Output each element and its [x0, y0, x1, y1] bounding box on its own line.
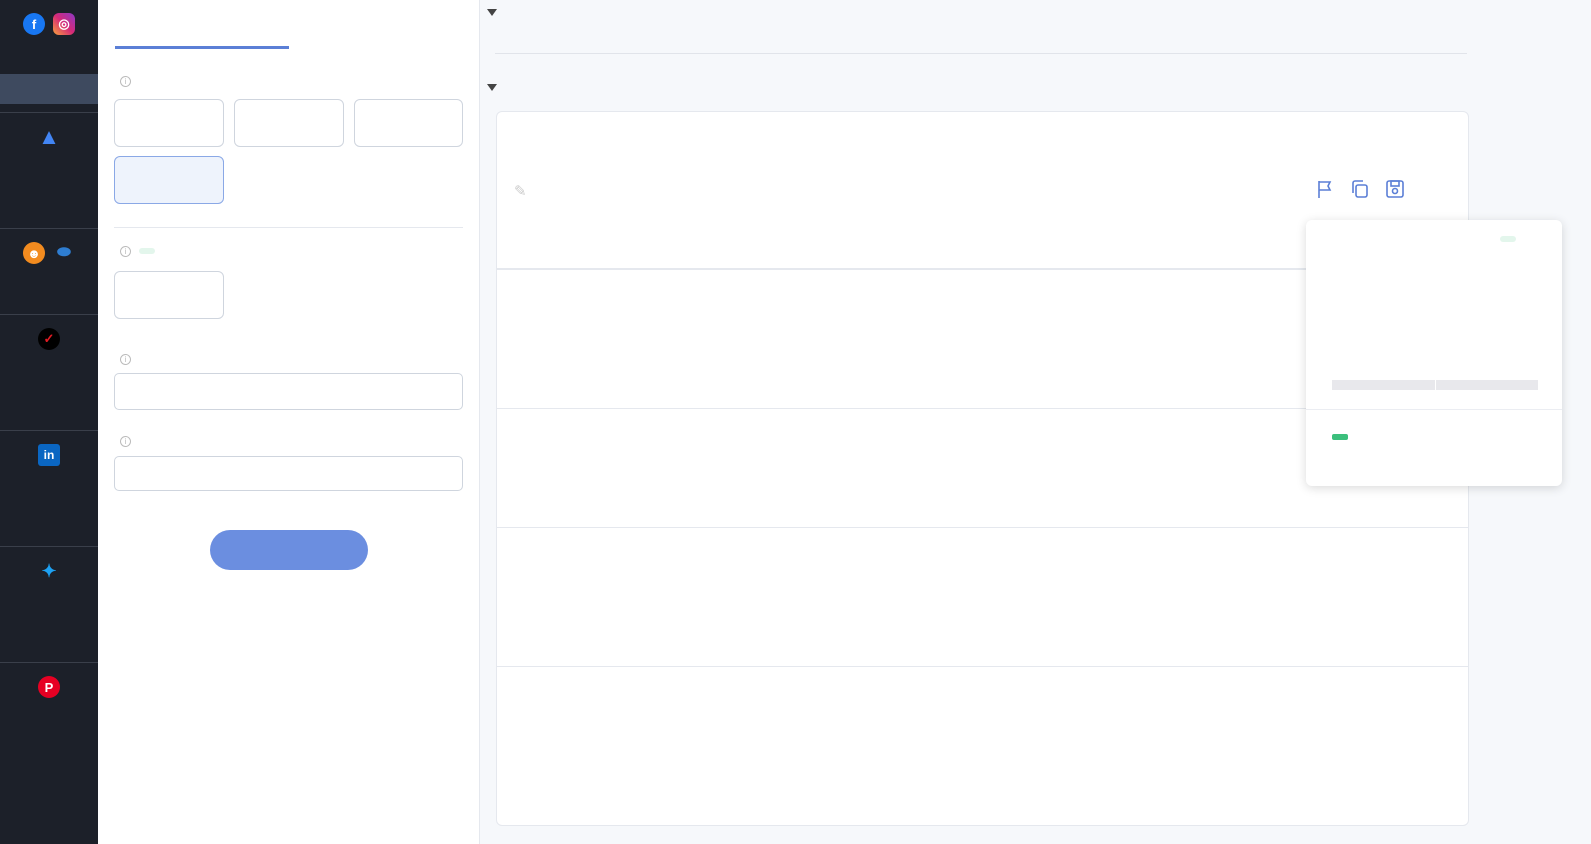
pro-badge: [1500, 236, 1516, 242]
safe-badge: [1332, 434, 1348, 440]
sidebar-item-reddit-headline[interactable]: [0, 273, 98, 303]
generate-more-button[interactable]: [210, 530, 368, 570]
pencil-icon[interactable]: ✎: [514, 183, 527, 200]
google-ads-icon: ▲: [38, 124, 60, 149]
sidebar-item-facebook-primary-text[interactable]: [0, 74, 98, 104]
score-badge[interactable]: [1419, 583, 1449, 613]
keywords-input[interactable]: [114, 373, 463, 410]
reddit-icon: ☻: [23, 242, 45, 264]
quora-icon: ⬬: [57, 244, 71, 261]
facebook-icon: f: [23, 13, 45, 35]
sidebar-item-pin-description[interactable]: [0, 737, 98, 767]
content-safety-label: [1322, 431, 1348, 443]
save-icon[interactable]: [1384, 178, 1406, 200]
info-icon[interactable]: i: [120, 354, 131, 365]
info-icon[interactable]: i: [120, 76, 131, 87]
sidebar-item-verizon-description[interactable]: [0, 389, 98, 419]
score-badge[interactable]: [1419, 732, 1449, 762]
sidebar-item-facebook-headline[interactable]: [0, 44, 98, 74]
promotion-label: [114, 432, 131, 448]
sidebar-item-twitter-copy[interactable]: [0, 621, 98, 651]
add-custom-mode-button[interactable]: [114, 271, 224, 319]
aida-section-toggle[interactable]: [487, 84, 503, 91]
caret-down-icon: [487, 9, 497, 16]
divider: [1306, 409, 1562, 410]
linkedin-icon: in: [38, 444, 60, 466]
divider: [114, 227, 463, 228]
generation-panel: [98, 0, 480, 844]
sidebar-group-verizon: [0, 315, 98, 431]
gender-split-marker: [1435, 380, 1436, 390]
sidebar-group-pinterest: [0, 663, 98, 779]
score-badge[interactable]: [1419, 176, 1449, 206]
keywords-label: [114, 350, 131, 366]
mode-list-button[interactable]: [234, 99, 344, 147]
platform-sidebar: [0, 0, 98, 844]
info-icon[interactable]: i: [120, 436, 131, 447]
pinterest-icon: P: [38, 676, 60, 698]
variation-card[interactable]: [496, 527, 1469, 667]
copy-icon[interactable]: [1349, 178, 1371, 200]
sidebar-group-reddit-quora: [0, 229, 98, 315]
flag-icon[interactable]: [1314, 178, 1336, 200]
mode-pas-button[interactable]: [354, 99, 463, 147]
variation-card[interactable]: [496, 666, 1469, 826]
sidebar-group-google: [0, 113, 98, 229]
sidebar-item-pin-title[interactable]: [0, 707, 98, 737]
sidebar-item-verizon-headline[interactable]: [0, 359, 98, 389]
sidebar-item-twitter-title[interactable]: [0, 591, 98, 621]
sidebar-item-google-description[interactable]: [0, 187, 98, 217]
variation-toolbar: [1314, 178, 1406, 200]
modes-label: [114, 72, 131, 88]
promotion-input[interactable]: [114, 456, 463, 491]
caret-down-icon: [487, 84, 497, 91]
verizon-check-icon: ✓: [38, 328, 60, 350]
mode-aida-button[interactable]: [114, 156, 224, 204]
score-popup: [1306, 220, 1562, 486]
sidebar-group-twitter: [0, 547, 98, 663]
sidebar-item-linkedin-description[interactable]: [0, 505, 98, 535]
instagram-icon: ◎: [53, 13, 75, 35]
mode-default-button[interactable]: [114, 99, 224, 147]
gender-split-bar: [1332, 380, 1538, 390]
custom-modes-label: [114, 242, 155, 258]
pro-badge: [139, 248, 155, 254]
sidebar-item-google-headline[interactable]: [0, 157, 98, 187]
divider: [495, 53, 1467, 54]
info-icon[interactable]: i: [120, 246, 131, 257]
active-tab-underline: [115, 46, 289, 49]
twitter-icon: ✦: [41, 560, 57, 581]
sidebar-item-linkedin-headline[interactable]: [0, 475, 98, 505]
sidebar-group-linkedin: [0, 431, 98, 547]
saved-section-toggle[interactable]: [487, 9, 503, 16]
engagement-bar-chart: [1326, 280, 1546, 362]
sidebar-group-facebook: [0, 0, 98, 113]
